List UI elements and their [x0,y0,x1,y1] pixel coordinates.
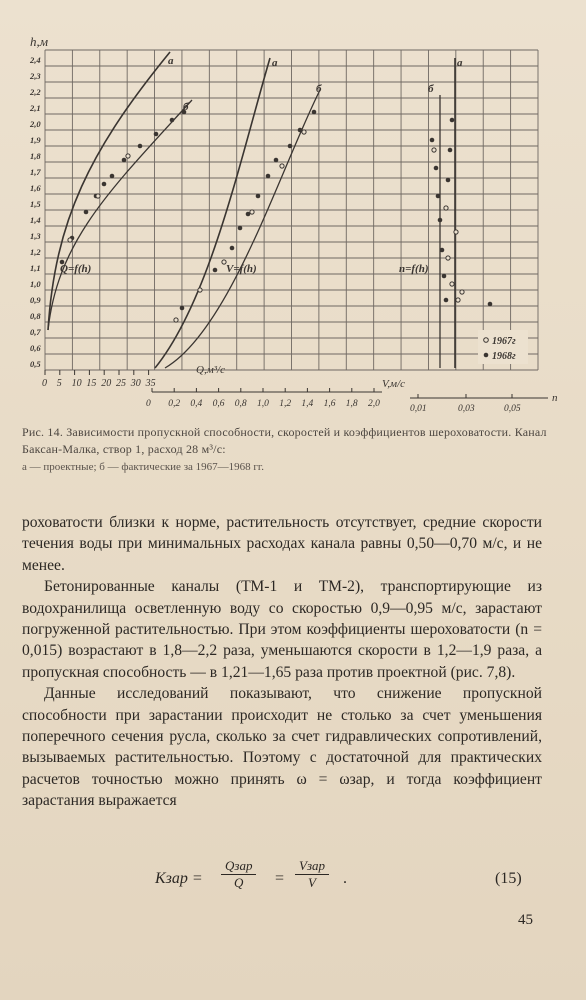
data-point-1968 [138,144,143,149]
data-point-1968 [256,194,261,199]
v-tick-label: 1,4 [301,399,314,409]
data-point-1967 [96,194,100,198]
data-point-1967 [456,298,460,302]
y-tick-label: 2,2 [30,87,41,97]
data-point-1968 [446,178,451,183]
data-point-1967 [432,148,436,152]
data-point-1968 [444,298,449,303]
y-tick-label: 1,8 [30,151,41,161]
data-point-1967 [450,282,454,286]
data-point-1967 [460,290,464,294]
y-tick-label: 2,3 [30,71,41,81]
data-point-1968 [266,174,271,179]
data-point-1968 [84,210,89,215]
y-tick-label: 2,4 [30,55,41,65]
q-axis-label: Q,м³/с [196,364,225,376]
figure-grid [45,50,538,370]
paragraph-2: Бетонированные каналы (ТМ-1 и ТМ-2), транспортирующие из водохранилища осветленную воду со скоростью 0,9—0,95 м/с, зарастают погруженной растительностью. При этом коэффициенты шероховатости (n = 0,015) возрастают в 1,8—2,2 раза, уменьшаются скорости в 1,2—1,9 раза, а пропускная способность — в 1,21—1,65 раза против проектной (рис. 7,8). [22,578,542,681]
y-tick-label: 0,5 [30,359,41,369]
y-tick-label: 0,8 [30,311,41,321]
data-point-1967 [302,130,306,134]
figure-labels [29,34,558,414]
fraction-q [221,858,256,891]
label-n-a: а [457,57,463,69]
fraction-v [295,858,329,891]
curve-label-q: Q=f(h) [60,263,92,275]
formula-period: . [343,870,347,887]
data-point-1968 [288,144,293,149]
data-point-1967 [68,238,72,242]
data-point-1967 [446,256,450,260]
n-tick-label: 0,03 [458,404,475,414]
data-point-1968 [230,246,235,251]
fraction-v-numerator: Vзар [295,858,329,875]
v-curve-actual [165,90,320,368]
formula-15 [155,858,535,904]
data-point-1968 [438,218,443,223]
n-tick-label: 0,01 [410,404,427,414]
data-point-1968 [274,158,279,163]
curve-label-v: V=f(h) [226,263,257,275]
paragraph-3: Данные исследований показывают, что снижение пропускной способности при зарастании происходит не столько за счет уменьшения поперечного сечения русла, сколько за счет гидравлических сопротивлений, вызываемых растительностью. Поэтому с достаточной для практических расчетов точностью можно принять ω = ωзар, и тогда коэффициент зарастания выражается [22,685,542,810]
y-tick-label: 1,2 [30,247,41,257]
data-point-1968 [122,158,127,163]
figure-14 [0,0,586,420]
data-point-1968 [430,138,435,143]
v-tick-label: 0,2 [168,399,181,409]
data-point-1968 [442,274,447,279]
y-tick-label: 2,0 [30,119,41,129]
y-tick-label: 0,9 [30,295,41,305]
data-point-1968 [102,182,107,187]
label-v-b: б [316,83,322,95]
legend-symbol-1967 [484,338,489,343]
label-q-a: а [168,55,174,67]
body-text [22,512,542,812]
data-point-1968 [450,118,455,123]
data-point-1967 [250,210,254,214]
data-point-1967 [454,230,458,234]
fraction-v-denominator: V [308,875,316,890]
q-tick-label: 10 [71,378,82,389]
n-axis-label: n [552,392,558,404]
v-axis-label: V,м/с [382,378,406,390]
paragraph-1: роховатости близки к норме, растительность отсутствует, средние скорости течения воды при минимальных расходах канала равны 0,50—0,70 м/с, и не менее. [22,514,542,574]
formula-equals: = [275,870,285,887]
q-tick-label: 25 [116,378,126,389]
y-tick-label: 1,1 [30,263,41,273]
data-point-1968 [434,166,439,171]
q-tick-label: 0 [42,378,47,389]
page-number: 45 [518,912,533,928]
y-tick-label: 0,7 [30,327,41,337]
legend-label: 1967г [492,336,516,347]
figure-caption [22,424,552,476]
v-tick-label: 2,0 [368,399,380,409]
v-tick-label: 0 [146,399,151,409]
y-tick-label: 2,1 [30,103,41,113]
v-tick-label: 1,2 [279,399,292,409]
y-tick-label: 1,0 [30,279,41,289]
y-tick-label: 0,6 [30,343,41,353]
label-n-b: б [428,83,434,95]
data-point-1968 [312,110,317,115]
v-tick-label: 1,0 [257,399,269,409]
label-q-b: б [183,101,189,113]
y-tick-label: 1,7 [30,167,41,177]
data-point-1968 [180,306,185,311]
legend-label: 1968г [492,351,516,362]
y-tick-label: 1,4 [30,215,41,225]
q-tick-label: 15 [86,378,97,389]
data-point-1968 [154,132,159,137]
fraction-q-numerator: Qзар [221,858,256,875]
data-point-1968 [448,148,453,153]
fraction-q-denominator: Q [234,875,244,890]
q-tick-label: 30 [130,378,141,389]
legend-symbol-1968 [484,353,489,358]
data-point-1968 [110,174,115,179]
data-point-1967 [444,206,448,210]
caption-title: Рис. 14. Зависимости пропускной способности, скоростей и коэффициентов шероховатости. Канал Баксан-Малка, створ 1, расход 28 м³/с: [22,425,547,456]
n-tick-label: 0,05 [504,404,521,414]
data-point-1967 [126,154,130,158]
q-tick-label: 5 [56,378,62,389]
data-point-1968 [170,118,175,123]
data-point-1968 [488,302,493,307]
label-v-a: а [272,57,278,69]
v-tick-label: 1,8 [345,399,358,409]
data-point-1967 [174,318,178,322]
data-point-1968 [238,226,243,231]
y-axis-label: h,м [30,34,49,49]
y-tick-label: 1,6 [30,183,41,193]
data-point-1967 [280,164,284,168]
data-point-1967 [198,288,202,292]
data-point-1968 [440,248,445,253]
formula-number: (15) [495,870,522,887]
data-point-1968 [213,268,218,273]
v-tick-label: 1,6 [323,399,336,409]
v-tick-label: 0,6 [212,399,225,409]
v-tick-label: 0,8 [234,399,247,409]
data-point-1968 [436,194,441,199]
y-tick-label: 1,9 [30,135,41,145]
formula-lhs: Kзар = [155,870,203,887]
q-tick-label: 35 [145,378,156,389]
caption-legend: а — проектные; б — фактические за 1967—1968 гг. [22,461,264,473]
q-tick-label: 20 [101,378,112,389]
y-tick-label: 1,5 [30,199,41,209]
q-curve-design [48,52,170,330]
v-tick-label: 0,4 [190,399,203,409]
curve-label-n: n=f(h) [399,263,429,275]
y-tick-label: 1,3 [30,231,41,241]
